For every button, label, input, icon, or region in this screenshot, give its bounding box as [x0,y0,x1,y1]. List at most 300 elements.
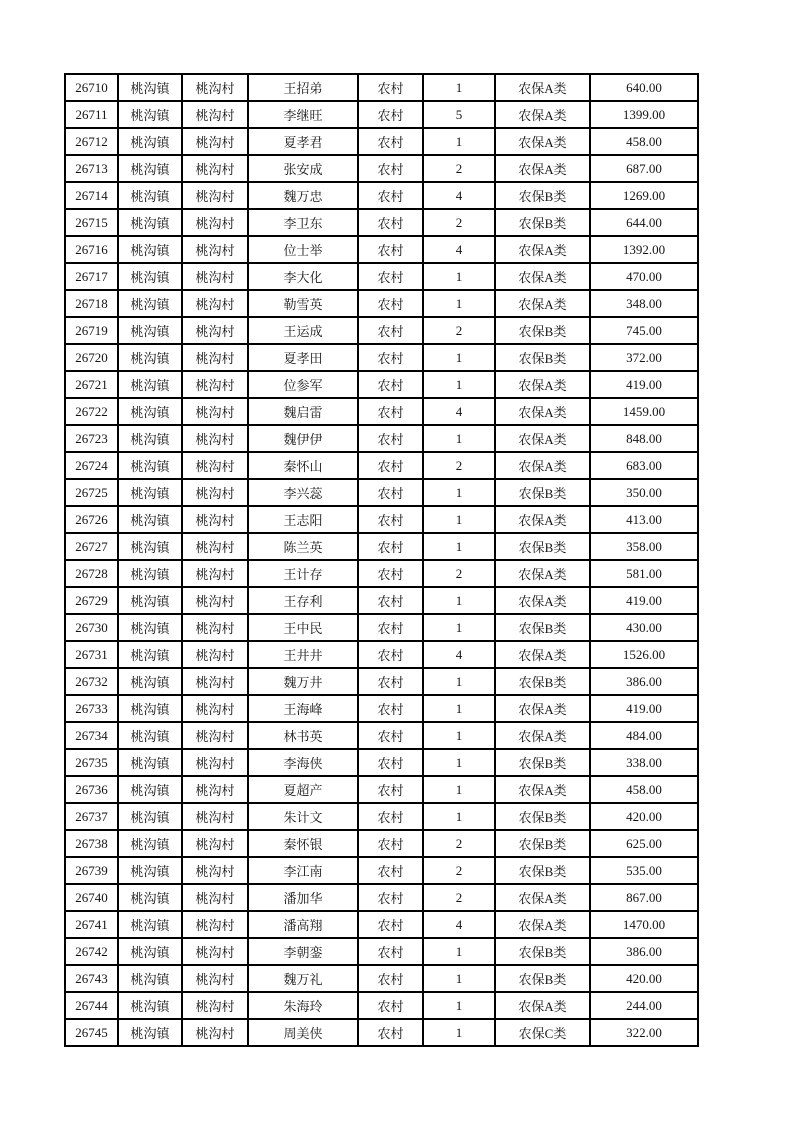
record-id-cell: 26737 [65,803,118,830]
town-cell: 桃沟镇 [118,479,182,506]
town-cell: 桃沟镇 [118,641,182,668]
person-count-cell: 2 [423,452,495,479]
residence-type-cell: 农村 [358,992,423,1019]
person-name-cell: 李继旺 [248,101,358,128]
person-count-cell: 1 [423,1019,495,1046]
amount-cell: 1269.00 [590,182,698,209]
table-row [65,101,698,128]
person-name-cell: 李大化 [248,263,358,290]
person-name-cell: 王志阳 [248,506,358,533]
person-count-cell: 2 [423,857,495,884]
residence-type-cell: 农村 [358,101,423,128]
record-id-cell: 26710 [65,74,118,101]
amount-cell: 867.00 [590,884,698,911]
insurance-category-cell: 农保A类 [495,128,590,155]
record-id-cell: 26734 [65,722,118,749]
village-cell: 桃沟村 [182,155,248,182]
person-name-cell: 王运成 [248,317,358,344]
town-cell: 桃沟镇 [118,749,182,776]
village-cell: 桃沟村 [182,128,248,155]
person-name-cell: 潘加华 [248,884,358,911]
amount-cell: 386.00 [590,668,698,695]
record-id-cell: 26725 [65,479,118,506]
amount-cell: 1399.00 [590,101,698,128]
person-count-cell: 1 [423,290,495,317]
amount-cell: 1470.00 [590,911,698,938]
amount-cell: 386.00 [590,938,698,965]
insurance-category-cell: 农保A类 [495,884,590,911]
person-count-cell: 2 [423,560,495,587]
table-row [65,668,698,695]
residence-type-cell: 农村 [358,74,423,101]
town-cell: 桃沟镇 [118,587,182,614]
village-cell: 桃沟村 [182,182,248,209]
amount-cell: 419.00 [590,695,698,722]
town-cell: 桃沟镇 [118,911,182,938]
residence-type-cell: 农村 [358,938,423,965]
record-id-cell: 26720 [65,344,118,371]
record-id-cell: 26745 [65,1019,118,1046]
amount-cell: 338.00 [590,749,698,776]
record-id-cell: 26724 [65,452,118,479]
town-cell: 桃沟镇 [118,290,182,317]
amount-cell: 419.00 [590,371,698,398]
residence-type-cell: 农村 [358,1019,423,1046]
amount-cell: 1526.00 [590,641,698,668]
amount-cell: 581.00 [590,560,698,587]
residence-type-cell: 农村 [358,803,423,830]
person-count-cell: 1 [423,425,495,452]
insurance-category-cell: 农保B类 [495,965,590,992]
insurance-category-cell: 农保A类 [495,263,590,290]
residence-type-cell: 农村 [358,587,423,614]
person-name-cell: 王中民 [248,614,358,641]
insurance-category-cell: 农保B类 [495,830,590,857]
insurance-category-cell: 农保B类 [495,479,590,506]
person-count-cell: 1 [423,506,495,533]
person-name-cell: 王井井 [248,641,358,668]
residence-type-cell: 农村 [358,371,423,398]
person-name-cell: 魏万忠 [248,182,358,209]
village-cell: 桃沟村 [182,938,248,965]
person-count-cell: 2 [423,209,495,236]
village-cell: 桃沟村 [182,614,248,641]
table-row [65,371,698,398]
insurance-category-cell: 农保A类 [495,722,590,749]
amount-cell: 470.00 [590,263,698,290]
residence-type-cell: 农村 [358,830,423,857]
person-count-cell: 4 [423,236,495,263]
amount-cell: 458.00 [590,776,698,803]
table-body [65,74,698,1046]
village-cell: 桃沟村 [182,884,248,911]
person-name-cell: 王存利 [248,587,358,614]
residence-type-cell: 农村 [358,884,423,911]
insurance-category-cell: 农保A类 [495,371,590,398]
record-id-cell: 26722 [65,398,118,425]
village-cell: 桃沟村 [182,533,248,560]
record-id-cell: 26716 [65,236,118,263]
village-cell: 桃沟村 [182,263,248,290]
amount-cell: 419.00 [590,587,698,614]
village-cell: 桃沟村 [182,695,248,722]
person-name-cell: 魏伊伊 [248,425,358,452]
person-name-cell: 潘高翔 [248,911,358,938]
record-id-cell: 26742 [65,938,118,965]
amount-cell: 458.00 [590,128,698,155]
table-row [65,479,698,506]
insurance-category-cell: 农保B类 [495,857,590,884]
record-id-cell: 26741 [65,911,118,938]
village-cell: 桃沟村 [182,560,248,587]
town-cell: 桃沟镇 [118,560,182,587]
town-cell: 桃沟镇 [118,155,182,182]
table-row [65,263,698,290]
person-name-cell: 朱海玲 [248,992,358,1019]
person-count-cell: 4 [423,398,495,425]
residence-type-cell: 农村 [358,182,423,209]
insurance-category-cell: 农保B类 [495,668,590,695]
amount-cell: 244.00 [590,992,698,1019]
town-cell: 桃沟镇 [118,209,182,236]
amount-cell: 1459.00 [590,398,698,425]
record-id-cell: 26719 [65,317,118,344]
benefits-table [64,73,699,1047]
insurance-category-cell: 农保A类 [495,911,590,938]
person-count-cell: 1 [423,938,495,965]
table-row [65,182,698,209]
table-row [65,209,698,236]
table-row [65,128,698,155]
person-name-cell: 李兴蕊 [248,479,358,506]
person-name-cell: 魏万井 [248,668,358,695]
village-cell: 桃沟村 [182,830,248,857]
table-row [65,641,698,668]
person-count-cell: 1 [423,749,495,776]
person-name-cell: 陈兰英 [248,533,358,560]
record-id-cell: 26728 [65,560,118,587]
record-id-cell: 26744 [65,992,118,1019]
table-row [65,695,698,722]
record-id-cell: 26740 [65,884,118,911]
town-cell: 桃沟镇 [118,398,182,425]
person-name-cell: 勒雪英 [248,290,358,317]
village-cell: 桃沟村 [182,992,248,1019]
person-count-cell: 1 [423,263,495,290]
person-count-cell: 1 [423,695,495,722]
record-id-cell: 26713 [65,155,118,182]
village-cell: 桃沟村 [182,398,248,425]
insurance-category-cell: 农保A类 [495,290,590,317]
insurance-category-cell: 农保A类 [495,587,590,614]
residence-type-cell: 农村 [358,290,423,317]
village-cell: 桃沟村 [182,1019,248,1046]
village-cell: 桃沟村 [182,290,248,317]
table-row [65,425,698,452]
amount-cell: 420.00 [590,803,698,830]
record-id-cell: 26743 [65,965,118,992]
person-name-cell: 张安成 [248,155,358,182]
residence-type-cell: 农村 [358,155,423,182]
person-count-cell: 4 [423,182,495,209]
residence-type-cell: 农村 [358,344,423,371]
record-id-cell: 26738 [65,830,118,857]
person-count-cell: 1 [423,128,495,155]
town-cell: 桃沟镇 [118,425,182,452]
town-cell: 桃沟镇 [118,317,182,344]
person-name-cell: 位士举 [248,236,358,263]
residence-type-cell: 农村 [358,317,423,344]
residence-type-cell: 农村 [358,911,423,938]
table-row [65,884,698,911]
table-row [65,776,698,803]
village-cell: 桃沟村 [182,749,248,776]
town-cell: 桃沟镇 [118,1019,182,1046]
table-row [65,965,698,992]
residence-type-cell: 农村 [358,668,423,695]
insurance-category-cell: 农保B类 [495,317,590,344]
insurance-category-cell: 农保A类 [495,641,590,668]
village-cell: 桃沟村 [182,425,248,452]
town-cell: 桃沟镇 [118,992,182,1019]
amount-cell: 640.00 [590,74,698,101]
record-id-cell: 26715 [65,209,118,236]
amount-cell: 413.00 [590,506,698,533]
village-cell: 桃沟村 [182,641,248,668]
person-name-cell: 李海侠 [248,749,358,776]
person-name-cell: 李卫东 [248,209,358,236]
table-row [65,74,698,101]
record-id-cell: 26732 [65,668,118,695]
table-row [65,1019,698,1046]
person-name-cell: 位参军 [248,371,358,398]
town-cell: 桃沟镇 [118,695,182,722]
amount-cell: 430.00 [590,614,698,641]
insurance-category-cell: 农保B类 [495,803,590,830]
record-id-cell: 26736 [65,776,118,803]
person-count-cell: 4 [423,911,495,938]
table-row [65,236,698,263]
insurance-category-cell: 农保A类 [495,452,590,479]
town-cell: 桃沟镇 [118,128,182,155]
person-count-cell: 1 [423,965,495,992]
record-id-cell: 26729 [65,587,118,614]
person-count-cell: 2 [423,317,495,344]
table-row [65,398,698,425]
amount-cell: 1392.00 [590,236,698,263]
village-cell: 桃沟村 [182,803,248,830]
residence-type-cell: 农村 [358,776,423,803]
person-count-cell: 1 [423,803,495,830]
table-row [65,749,698,776]
amount-cell: 420.00 [590,965,698,992]
record-id-cell: 26739 [65,857,118,884]
village-cell: 桃沟村 [182,371,248,398]
town-cell: 桃沟镇 [118,371,182,398]
insurance-category-cell: 农保A类 [495,155,590,182]
table-row [65,803,698,830]
insurance-category-cell: 农保A类 [495,74,590,101]
record-id-cell: 26721 [65,371,118,398]
insurance-category-cell: 农保B类 [495,938,590,965]
amount-cell: 358.00 [590,533,698,560]
town-cell: 桃沟镇 [118,776,182,803]
record-id-cell: 26726 [65,506,118,533]
person-count-cell: 5 [423,101,495,128]
person-count-cell: 1 [423,614,495,641]
record-id-cell: 26723 [65,425,118,452]
amount-cell: 687.00 [590,155,698,182]
town-cell: 桃沟镇 [118,344,182,371]
residence-type-cell: 农村 [358,506,423,533]
insurance-category-cell: 农保A类 [495,560,590,587]
person-name-cell: 王海峰 [248,695,358,722]
table-row [65,614,698,641]
person-count-cell: 1 [423,722,495,749]
insurance-category-cell: 农保A类 [495,776,590,803]
amount-cell: 535.00 [590,857,698,884]
insurance-category-cell: 农保B类 [495,614,590,641]
person-count-cell: 2 [423,155,495,182]
town-cell: 桃沟镇 [118,803,182,830]
record-id-cell: 26731 [65,641,118,668]
amount-cell: 348.00 [590,290,698,317]
residence-type-cell: 农村 [358,236,423,263]
record-id-cell: 26727 [65,533,118,560]
person-count-cell: 4 [423,641,495,668]
town-cell: 桃沟镇 [118,452,182,479]
table-row [65,587,698,614]
residence-type-cell: 农村 [358,965,423,992]
person-name-cell: 秦怀银 [248,830,358,857]
person-name-cell: 秦怀山 [248,452,358,479]
table-row [65,992,698,1019]
record-id-cell: 26730 [65,614,118,641]
residence-type-cell: 农村 [358,641,423,668]
village-cell: 桃沟村 [182,911,248,938]
village-cell: 桃沟村 [182,101,248,128]
amount-cell: 322.00 [590,1019,698,1046]
person-name-cell: 王招弟 [248,74,358,101]
town-cell: 桃沟镇 [118,830,182,857]
village-cell: 桃沟村 [182,236,248,263]
person-name-cell: 魏万礼 [248,965,358,992]
person-name-cell: 夏超产 [248,776,358,803]
village-cell: 桃沟村 [182,209,248,236]
town-cell: 桃沟镇 [118,236,182,263]
town-cell: 桃沟镇 [118,884,182,911]
residence-type-cell: 农村 [358,398,423,425]
town-cell: 桃沟镇 [118,965,182,992]
town-cell: 桃沟镇 [118,506,182,533]
insurance-category-cell: 农保A类 [495,506,590,533]
town-cell: 桃沟镇 [118,857,182,884]
record-id-cell: 26711 [65,101,118,128]
residence-type-cell: 农村 [358,560,423,587]
town-cell: 桃沟镇 [118,722,182,749]
residence-type-cell: 农村 [358,452,423,479]
residence-type-cell: 农村 [358,695,423,722]
residence-type-cell: 农村 [358,479,423,506]
person-count-cell: 1 [423,668,495,695]
table-row [65,317,698,344]
table-row [65,452,698,479]
person-name-cell: 李朝銮 [248,938,358,965]
amount-cell: 745.00 [590,317,698,344]
town-cell: 桃沟镇 [118,101,182,128]
person-count-cell: 1 [423,479,495,506]
insurance-category-cell: 农保A类 [495,695,590,722]
insurance-category-cell: 农保C类 [495,1019,590,1046]
person-name-cell: 王计存 [248,560,358,587]
person-count-cell: 1 [423,74,495,101]
residence-type-cell: 农村 [358,263,423,290]
amount-cell: 372.00 [590,344,698,371]
table-row [65,938,698,965]
residence-type-cell: 农村 [358,722,423,749]
residence-type-cell: 农村 [358,425,423,452]
insurance-category-cell: 农保A类 [495,398,590,425]
record-id-cell: 26735 [65,749,118,776]
residence-type-cell: 农村 [358,614,423,641]
table-row [65,560,698,587]
town-cell: 桃沟镇 [118,668,182,695]
person-count-cell: 1 [423,992,495,1019]
town-cell: 桃沟镇 [118,614,182,641]
table-row [65,857,698,884]
table-row [65,506,698,533]
amount-cell: 484.00 [590,722,698,749]
insurance-category-cell: 农保B类 [495,209,590,236]
table-row [65,155,698,182]
insurance-category-cell: 农保A类 [495,992,590,1019]
table-row [65,344,698,371]
person-name-cell: 周美侠 [248,1019,358,1046]
insurance-category-cell: 农保B类 [495,182,590,209]
table-row [65,290,698,317]
record-id-cell: 26717 [65,263,118,290]
insurance-category-cell: 农保A类 [495,425,590,452]
insurance-category-cell: 农保A类 [495,236,590,263]
town-cell: 桃沟镇 [118,182,182,209]
amount-cell: 848.00 [590,425,698,452]
town-cell: 桃沟镇 [118,938,182,965]
amount-cell: 683.00 [590,452,698,479]
village-cell: 桃沟村 [182,74,248,101]
insurance-category-cell: 农保B类 [495,533,590,560]
person-count-cell: 1 [423,587,495,614]
village-cell: 桃沟村 [182,722,248,749]
village-cell: 桃沟村 [182,776,248,803]
village-cell: 桃沟村 [182,452,248,479]
person-name-cell: 林书英 [248,722,358,749]
amount-cell: 625.00 [590,830,698,857]
table-row [65,533,698,560]
village-cell: 桃沟村 [182,317,248,344]
person-name-cell: 夏孝君 [248,128,358,155]
village-cell: 桃沟村 [182,506,248,533]
village-cell: 桃沟村 [182,344,248,371]
village-cell: 桃沟村 [182,668,248,695]
person-count-cell: 2 [423,884,495,911]
record-id-cell: 26733 [65,695,118,722]
town-cell: 桃沟镇 [118,533,182,560]
person-count-cell: 1 [423,344,495,371]
residence-type-cell: 农村 [358,128,423,155]
record-id-cell: 26712 [65,128,118,155]
insurance-category-cell: 农保A类 [495,101,590,128]
residence-type-cell: 农村 [358,533,423,560]
